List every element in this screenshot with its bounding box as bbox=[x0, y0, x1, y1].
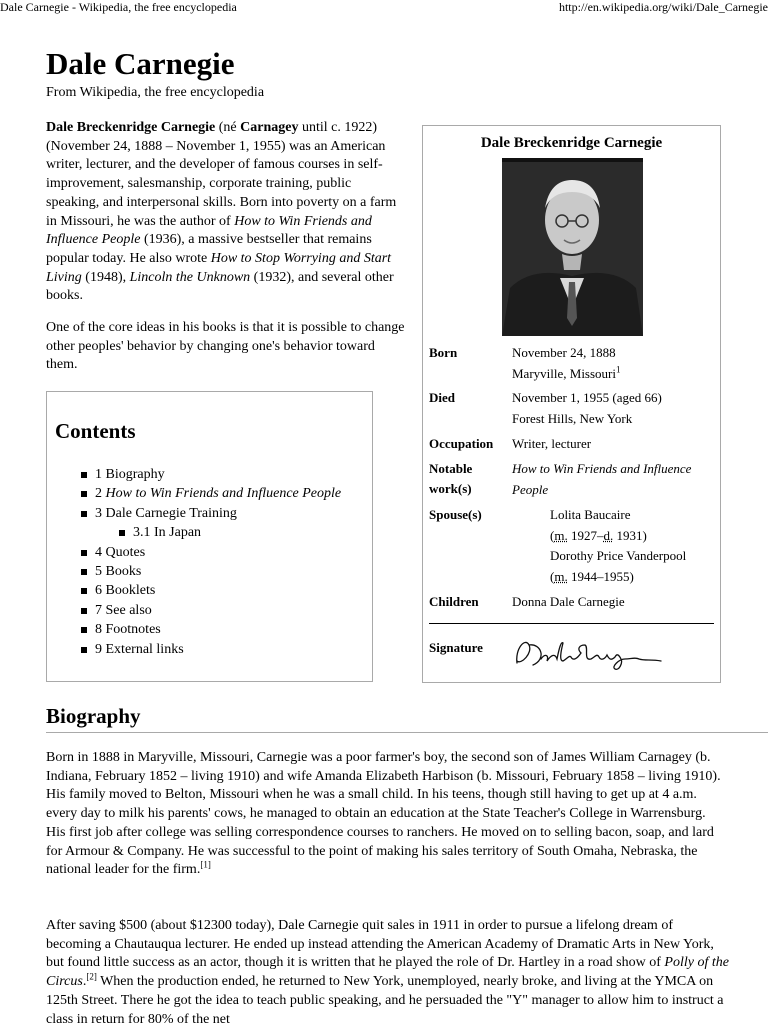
infobox bbox=[422, 125, 721, 683]
section-divider bbox=[46, 732, 768, 733]
toc-item-booklets[interactable]: 6 Booklets bbox=[81, 581, 341, 600]
intro-paragraph bbox=[46, 119, 406, 306]
biography-heading: Biography bbox=[46, 704, 141, 728]
intro-text: (1948), bbox=[81, 269, 130, 285]
toc-heading: Contents bbox=[55, 419, 136, 443]
biography-text: Born in 1888 in Maryville, Missouri, Carnegie was a poor farmer's boy, the second son of James William Carnagey (b. Indiana, February 1852 – living 1910) and wife Amanda Elizabeth Harbison (b. Missouri, February 1858 – living 1910). His family moved to Belton, Missouri when he was a small child. In his teens, though still having to get up at 4 a.m. every day to milk his parents' cows, he managed to obtain an education at the State Teacher's College in Warrensburg. His first job after college was selling correspondence courses to ranchers. He moved on to selling bacon, soap, and lard for Armour & Company. He was successful to the point of making his sales territory of South Omaha, Nebraska, the national leader for the firm. bbox=[46, 750, 721, 878]
intro-text: (1936), a massive bestseller that remains popular today. He also wrote bbox=[46, 232, 372, 266]
toc-item-external-links[interactable]: 9 External links bbox=[81, 640, 341, 659]
died-value bbox=[512, 388, 712, 429]
spouse-value bbox=[550, 505, 750, 587]
page-header-title: Dale Carnegie - Wikipedia, the free encyclopedia bbox=[0, 0, 237, 14]
spouse-1-name: Lolita Baucaire bbox=[550, 507, 631, 522]
biography-text: When the production ended, he returned to New York, unemployed, nearly broke, and living at the YMCA on 125th Street. There he got the idea to teach public speaking, and he persuaded the "Y" manager to allow him to instruct a class in return for 80% of the net bbox=[46, 974, 724, 1027]
footnote-ref-2[interactable]: [2] bbox=[86, 971, 97, 982]
intro-birthname-bold: Carnagey bbox=[240, 120, 299, 135]
toc-item-in-japan[interactable]: 3.1 In Japan bbox=[81, 523, 341, 542]
signature-label: Signature bbox=[429, 640, 483, 655]
notable-label-line1: Notable bbox=[429, 461, 473, 476]
toc-item-how-to-win-friends[interactable] bbox=[81, 484, 341, 503]
born-place-text[interactable]: Maryville, Missouri bbox=[512, 365, 616, 381]
intro-book-link[interactable]: How to Stop Worrying and Start Living bbox=[46, 250, 392, 285]
spouse-1-dates: (m. 1927–d. 1931) bbox=[550, 527, 647, 543]
core-ideas-paragraph: One of the core ideas in his books is that it is possible to change other peoples' behavior by changing one's behavior toward them. bbox=[46, 320, 405, 373]
infobox-divider bbox=[429, 623, 714, 624]
portrait-photo-icon bbox=[502, 158, 643, 336]
toc-list bbox=[81, 465, 341, 659]
infobox-title: Dale Breckenridge Carnegie bbox=[480, 135, 663, 151]
article-title: Dale Carnegie bbox=[46, 46, 235, 81]
toc-item-title: How to Win Friends and Influence People bbox=[105, 486, 342, 502]
occupation-value: Writer, lecturer bbox=[512, 436, 592, 451]
intro-book-link[interactable]: Lincoln the Unknown bbox=[129, 269, 251, 285]
intro-name-bold: Dale Breckenridge Carnegie bbox=[46, 120, 216, 135]
spouse-1-years-end: 1931) bbox=[613, 527, 647, 543]
children-value: Donna Dale Carnegie bbox=[512, 594, 625, 609]
footnote-ref-1[interactable]: [1] bbox=[200, 859, 211, 870]
died-place[interactable]: Forest Hills, New York bbox=[512, 410, 633, 426]
portrait-photo[interactable] bbox=[502, 158, 643, 336]
table-of-contents bbox=[46, 391, 373, 682]
toc-item-training[interactable]: 3 Dale Carnegie Training bbox=[81, 504, 341, 523]
occupation-label: Occupation bbox=[429, 436, 494, 451]
married-abbr[interactable]: m. bbox=[554, 568, 568, 584]
intro-text: (né bbox=[215, 120, 241, 135]
spouse-2-years: 1944–1955) bbox=[567, 568, 634, 584]
born-value bbox=[512, 343, 712, 384]
intro-book-link[interactable]: How to Win Friends and Influence People bbox=[46, 213, 372, 248]
intro-text: (1932), and several other books. bbox=[46, 269, 394, 304]
born-place bbox=[512, 364, 712, 385]
spouse-2-dates: (m. 1944–1955) bbox=[550, 568, 634, 584]
article-subtitle: From Wikipedia, the free encyclopedia bbox=[46, 85, 265, 100]
spouse-2-name: Dorothy Price Vanderpool bbox=[550, 548, 687, 563]
page-header-url[interactable]: http://en.wikipedia.org/wiki/Dale_Carnegie bbox=[558, 0, 768, 14]
spouse-1-years: 1927– bbox=[567, 527, 604, 543]
biography-text: After saving $500 (about $12300 today), Dale Carnegie quit sales in 1911 in order to pursue a lifelong dream of becoming a Chautauqua lecturer. He ended up instead attending the American Academy of Dramatic Arts in New York, but found little success as an actor, though it is written that he played the role of Dr. Hartley in a road show of bbox=[46, 918, 714, 971]
toc-item-see-also[interactable]: 7 See also bbox=[81, 601, 341, 620]
married-abbr[interactable]: m. bbox=[554, 527, 568, 543]
notable-label-line2: work(s) bbox=[429, 481, 472, 496]
notable-work-link[interactable]: How to Win Friends and Influence People bbox=[512, 461, 692, 497]
biography-paragraph-1 bbox=[46, 749, 726, 880]
born-date: November 24, 1888 bbox=[512, 345, 616, 360]
signature-image[interactable] bbox=[511, 631, 671, 677]
toc-item-books[interactable]: 5 Books bbox=[81, 562, 341, 581]
spouse-label: Spouse(s) bbox=[429, 507, 482, 522]
died-abbr[interactable]: d. bbox=[603, 527, 614, 543]
died-label: Died bbox=[429, 390, 455, 405]
signature-icon bbox=[511, 631, 671, 677]
children-label: Children bbox=[429, 594, 479, 609]
intro-text: until c. 1922) (November 24, 1888 – November 1, 1955) was an American writer, lecturer, and the developer of famous courses in self-improvement, salesmanship, corporate training, public speaking, and interpersonal skills. Born into poverty on a farm in Missouri, he was the author of bbox=[46, 120, 397, 229]
notable-work-value[interactable] bbox=[512, 459, 712, 500]
toc-item-biography[interactable]: 1 Biography bbox=[81, 465, 341, 484]
toc-item-number: 2 bbox=[95, 486, 106, 502]
born-label: Born bbox=[429, 345, 458, 360]
born-ref[interactable]: 1 bbox=[616, 364, 621, 375]
page-header bbox=[0, 0, 768, 16]
toc-item-quotes[interactable]: 4 Quotes bbox=[81, 543, 341, 562]
died-date: November 1, 1955 (aged 66) bbox=[512, 390, 662, 405]
biography-paragraph-2: After saving $500 (about $12300 today), Dale Carnegie quit sales in 1911 in order to pursue a lifelong dream of becoming a Chautauqua lecturer. He ended up instead attending the American Academy of Dramatic Arts in New York, but found little success as an actor, though it is written that he played the role of Dr. Hartley in a road show of Polly of the Circus.[2] When the production ended, he returned to New York, unemployed, nearly broke, and living at the YMCA on 125th Street. There he got the idea to teach public speaking, and he persuaded the "Y" manager to allow him to instruct a class in return for 80% of the net bbox=[46, 918, 729, 1027]
polly-of-the-circus-link[interactable]: Polly of the Circus bbox=[46, 955, 729, 990]
notable-label bbox=[429, 459, 509, 499]
toc-item-footnotes[interactable]: 8 Footnotes bbox=[81, 620, 341, 639]
